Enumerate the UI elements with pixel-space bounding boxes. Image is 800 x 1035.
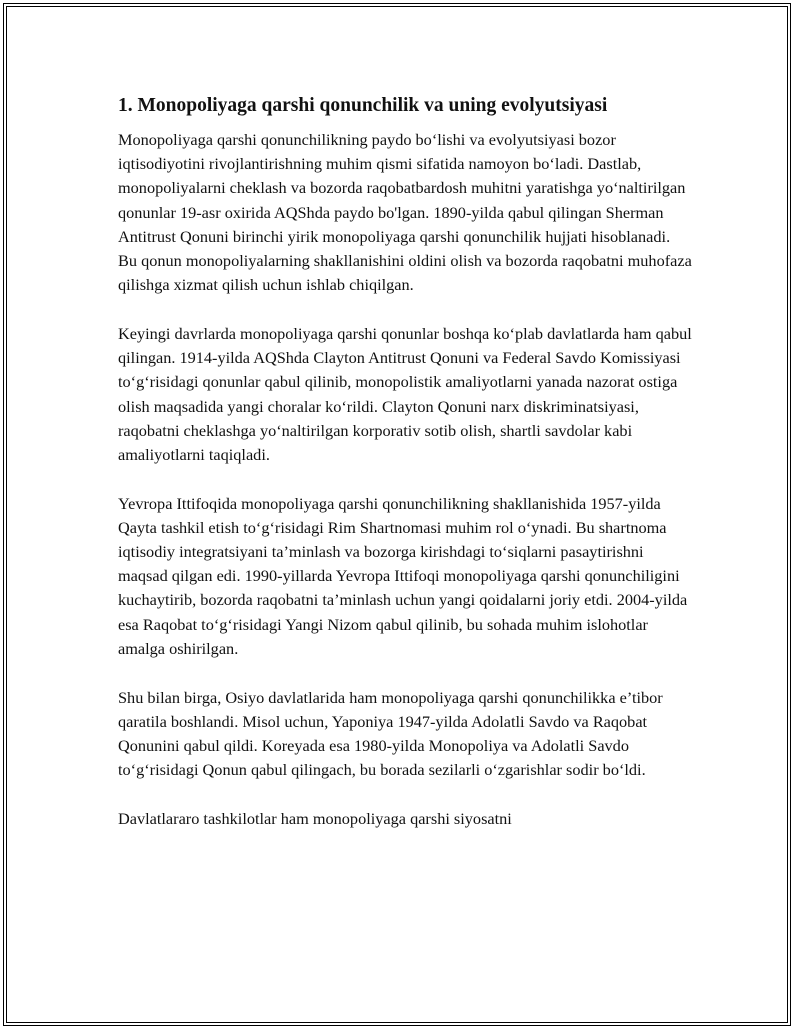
paragraph-4: Shu bilan birga, Osiyo davlatlarida ham monopoliyaga qarshi qonunchilikka e’tibor qaratila boshlandi. Misol uchun, Yaponiya 1947-yilda Adolatli Savdo va Raqobat Qonunini qabul qildi. Koreyada esa 1980-yilda Monopoliya va Adolatli Savdo to‘g‘risidagi Qonun qabul qilingach, bu borada sezilarli o‘zgarishlar sodir bo‘ldi. bbox=[118, 687, 663, 780]
paragraph-3: Yevropa Ittifoqida monopoliyaga qarshi qonunchilikning shakllanishida 1957-yilda Qayta tashkil etish to‘g‘risidagi Rim Shartnomasi muhim rol o‘ynadi. Bu shartnoma iqtisodiy integratsiyani ta’minlash va bozorga kirishdagi to‘siqlarni pasaytirishni maqsad qilgan edi. 1990-yillarda Yevropa Ittifoqi monopoliyaga qarshi qonunchiligini kuchaytirib, bozorda raqobatni ta’minlash uchun yangi qoidalarni joriy etdi. 2004-yilda esa Raqobat to‘g‘risidagi Yangi Nizom qabul qilinib, bu sohada muhim islohotlar amalga oshirilgan. bbox=[118, 493, 688, 658]
paragraph-1: Monopoliyaga qarshi qonunchilikning paydo bo‘lishi va evolyutsiyasi bozor iqtisodiyotini rivojlantirishning muhim qismi sifatida namoyon bo‘ladi. Dastlab, monopoliyalarni cheklash va bozorda raqobatbardosh muhitni yaratishga yo‘naltirilgan qonunlar 19-asr oxirida AQShda paydo bo'lgan. 1890-yilda qabul qilingan Sherman Antitrust Qonuni birinchi yirik monopoliyaga qarshi qonunchilik hujjati hisoblanadi. Bu qonun monopoliyalarning shakllanishini oldini olish va bozorda raqobatni muhofaza qilishga xizmat qilish uchun ishlab chiqilgan. bbox=[118, 130, 692, 295]
document-body bbox=[118, 93, 693, 831]
paragraph-5: Davlatlararo tashkilotlar ham monopoliyaga qarshi siyosatni bbox=[118, 808, 512, 828]
section-heading: 1. Monopoliyaga qarshi qonunchilik va uning evolyutsiyasi bbox=[118, 95, 608, 116]
paragraph-2: Keyingi davrlarda monopoliyaga qarshi qonunlar boshqa ko‘plab davlatlarda ham qabul qilingan. 1914-yilda AQShda Clayton Antitrust Qonuni va Federal Savdo Komissiyasi to‘g‘risidagi qonunlar qabul qilinib, monopolistik amaliyotlarni yanada nazorat ostiga olish maqsadida yangi choralar ko‘rildi. Clayton Qonuni narx diskriminatsiyasi, raqobatni cheklashga yo‘naltirilgan korporativ sotib olish, shartli savdolar kabi amaliyotlarni taqiqladi. bbox=[118, 323, 692, 464]
